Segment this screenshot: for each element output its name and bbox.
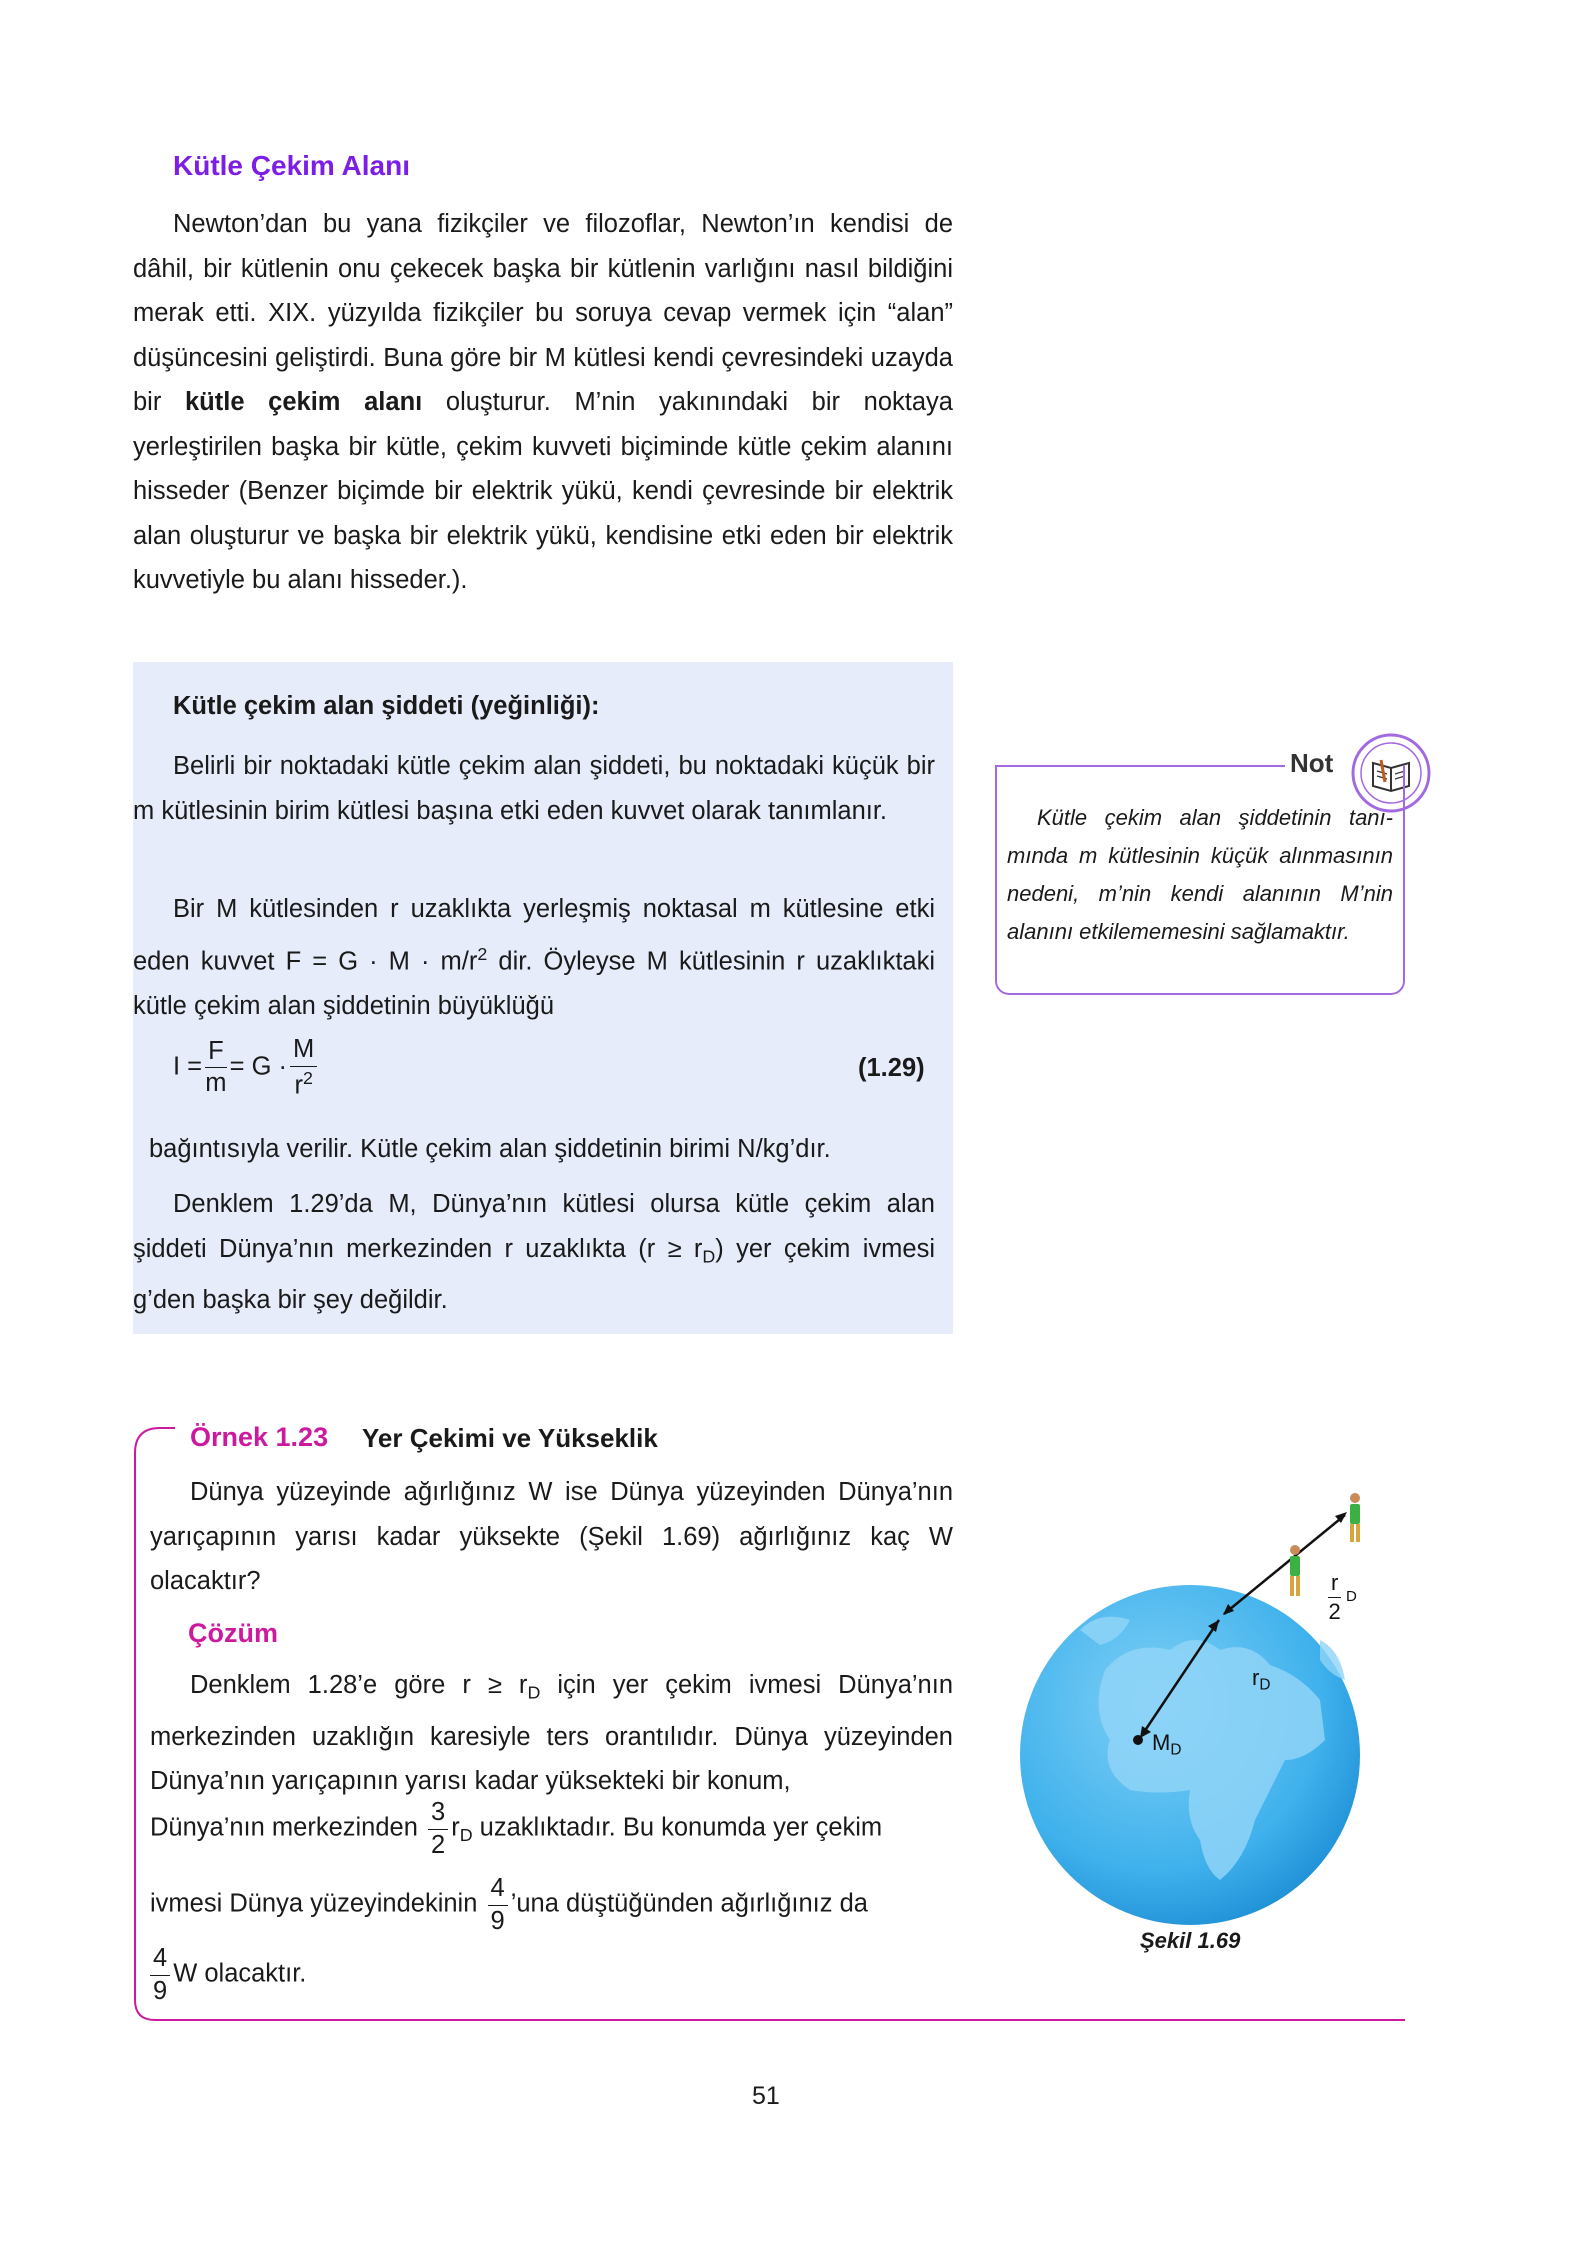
definition-paragraph-3: bağıntısıyla verilir. Kütle çekim alan şiddetinin birimi N/kg’dır. (149, 1135, 831, 1163)
example-label: Örnek 1.23 (190, 1422, 329, 1452)
bold-term: kütle çekim alanı (185, 388, 423, 416)
figure-caption: Şekil 1.69 (1140, 1928, 1241, 1953)
equation-mid: = G · (229, 1052, 288, 1081)
equation-lhs: I = (173, 1052, 203, 1081)
note-label: Not (1290, 748, 1334, 778)
fraction-3-2: $\frac{3}{2}$ (428, 1800, 448, 1858)
fraction-f-over-m: $\frac{F}{m}$ (205, 1036, 227, 1098)
fraction-4-9-answer: $\frac{4}{9}$ (150, 1946, 170, 2004)
solution-line-answer: $\frac{4}{9}$ W olacaktır. (150, 1946, 306, 2004)
paragraph-text-a: Newton’dan bu yana fizikçiler ve filozoflar, Newton’ın kendisi de dâhil, bir kütlenin onu çekecek başka bir kütlenin varlığını nasıl bildiğini merak etti. XIX. yüzyılda fizikçiler bu soruya cevap vermek için “alan” düşüncesini geliştirdi. Buna göre bir M kütlesi kendi çevresindeki uzayda bir (133, 210, 953, 416)
height-arrow (1224, 1515, 1345, 1614)
half-radius-label: $\frac{r}{2}$ (1328, 1570, 1341, 1624)
solution-line-fraction-3-2: Dünya’nın merkezinden $\frac{3}{2}$ $r_D$ uzaklıktadır. Bu konumda yer çekim (150, 1798, 883, 1859)
solution-label: Çözüm (188, 1618, 278, 1648)
center-label: $M_D$ (1152, 1730, 1182, 1759)
definition-paragraph-1: Belirli bir noktadaki kütle çekim alan şiddeti, bu noktadaki küçük bir m kütlesinin birim kütlesi başına etki eden kuvvet olarak tanımlanır. (133, 752, 935, 825)
earth-figure (1020, 1490, 1410, 1930)
equation-number: (1.29) (858, 1054, 925, 1082)
person-at-height-icon (1350, 1493, 1360, 1542)
note-text: Kütle çekim alan şiddetinin tanımında m kütlesinin küçük alınmasının nedeni, m’nin kendi alanının M’nin alanını etkilememesini sağlamaktır. (1007, 805, 1393, 944)
page-number: 51 (752, 2082, 780, 2110)
definition-title: Kütle çekim alan şiddeti (yeğinliği): (173, 692, 600, 720)
radius-label: $r_D$ (1252, 1665, 1271, 1694)
half-radius-sub: D (1346, 1588, 1357, 1605)
example-question: Dünya yüzeyinde ağırlığınız W ise Dünya yüzeyinden Dünya’nın yarıçapının yarısı kadar yüksekte (Şekil 1.69) ağırlığınız kaç W olacaktır? (150, 1478, 953, 1595)
fraction-m-over-r2: $\frac{M}{r^2}$ (290, 1037, 317, 1099)
person-on-surface-icon (1290, 1545, 1300, 1596)
definition-paragraph-2: Bir M kütlesinden r uzaklıkta yerleşmiş noktasal m kütlesine etki eden kuvvet $F = G \cdot M \cdot m/r^2$ dir. Öyleyse M kütlesinin r uzaklıktaki kütle çekim alan şiddetinin büyüklüğü (133, 895, 936, 1020)
fraction-4-9: $\frac{4}{9}$ (488, 1876, 508, 1934)
definition-paragraph-4: Denklem 1.29’da M, Dünya’nın kütlesi olursa kütle çekim alan şiddeti Dünya’nın merkezinden r uzaklıkta $(r \ge r_D)$ yer çekim ivmesi g’den başka bir şey değildir. (133, 1190, 935, 1315)
solution-line-fraction-4-9: ivmesi Dünya yüzeyindekinin $\frac{4}{9}$ ’una düştüğünden ağırlığınız da (150, 1874, 868, 1935)
paragraph-text-b: oluşturur. M’nin yakınındaki bir noktaya yerleştirilen başka bir kütle, çekim kuvveti biçiminde kütle çekim alanını hisseder (Benzer biçimde bir elektrik yükü, kendi çevresinde bir elektrik alan oluşturur ve başka bir elektrik yükü, kendisine etki eden bir elektrik kuvvetiyle bu alanı hisseder.). (133, 388, 953, 594)
example-title: Yer Çekimi ve Yükseklik (362, 1423, 658, 1453)
section-title: Kütle Çekim Alanı (173, 150, 411, 181)
solution-paragraph: Denklem 1.28’e göre $r \ge r_D$ için yer çekim ivmesi Dünya’nın merkezinden uzaklığın karesiyle ters orantılıdır. Dünya yüzeyinden Dünya’nın yarıçapının yarısı kadar yüksekteki bir konum, (150, 1671, 953, 1796)
